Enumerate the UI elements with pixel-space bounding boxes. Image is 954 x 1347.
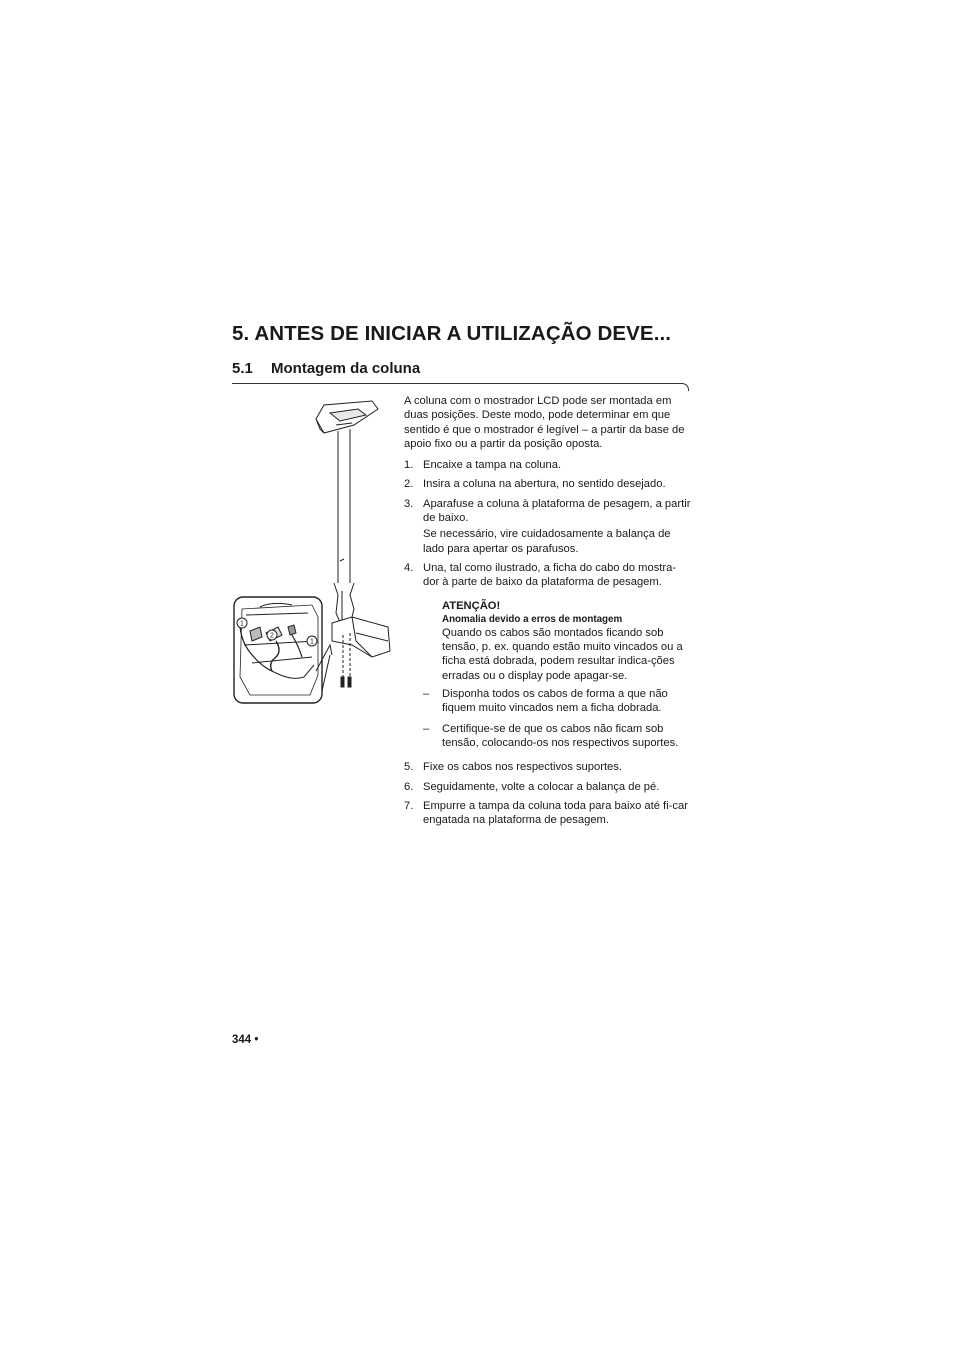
step-number: 4. [404,561,414,574]
bullet-text: Certifique-se de que os cabos não ficam sob tensão, colocando-os nos respectivos suportes. [442,722,679,749]
chapter-heading: 5. ANTES DE INICIAR A UTILIZAÇÃO DEVE... [232,322,672,345]
step-number: 1. [404,459,414,472]
bullet-dash: – [423,722,430,735]
page-number: 344 • [232,1034,259,1046]
step-3 [404,497,692,556]
step-number: 6. [404,780,414,793]
step-text: Empurre a tampa da coluna toda para baixo até fi-car engatada na plataforma de pesagem. [423,799,688,827]
step-number: 3. [404,497,414,510]
section-rule-hook [681,383,689,391]
step-text: Fixe os cabos nos respectivos suportes. [423,761,622,774]
step-text: Seguidamente, volte a colocar a balança de pé. [423,780,660,793]
step-note: Se necessário, vire cuidadosamente a balança de lado para apertar os parafusos. [423,528,671,555]
step-number: 2. [404,478,414,491]
step-text: Aparafuse a coluna à plataforma de pesagem, a partir de baixo. [423,497,691,525]
step-4 [404,561,692,590]
warning-title: ATENÇÃO! [442,599,501,612]
step-text: Encaixe a tampa na coluna. [423,459,562,472]
step-6 [404,780,692,794]
section-number: 5.1 [232,360,253,377]
bullet-text: Disponha todos os cabos de forma a que não fiquem muito vincados nem a ficha dobrada. [442,688,668,715]
intro-paragraph: A coluna com o mostrador LCD pode ser montada em duas posições. Deste modo, pode determinar em que sentido é que o mostrador é legível – a partir da base de apoio fixo ou a partir da posição oposta. [404,395,685,450]
step-5 [404,760,692,774]
section-heading [232,360,420,377]
callout-label-1: 1 [240,620,244,628]
step-text: Una, tal como ilustrado, a ficha do cabo do mostra-dor à parte de baixo da plataforma de pesagem. [423,561,677,589]
instructions-column [404,394,692,832]
step-text: Insira a coluna na abertura, no sentido desejado. [423,478,666,491]
warning-bullet-1 [423,687,692,716]
warning-block [442,599,692,683]
callout-label-2: 2 [270,632,274,640]
step-number: 5. [404,761,414,774]
bullet-dash: – [423,688,430,701]
section-rule [232,383,682,384]
detail-inset-box [234,597,322,703]
step-2 [404,477,692,491]
warning-subtitle: Anomalia devido a erros de montagem [442,613,623,625]
warning-body: Quando os cabos são montados ficando sob tensão, p. ex. quando estão muito vincados ou a ficha está dobrada, podem resultar indica-ções erradas ou o display pode apagar-se. [442,626,683,682]
step-1 [404,458,692,472]
warning-bullet-2 [423,722,692,751]
callout-label-3: 1 [310,638,314,646]
column-assembly-illustration [232,395,394,707]
step-7 [404,799,692,828]
section-title: Montagem da coluna [271,360,421,377]
step-number: 7. [404,799,414,812]
